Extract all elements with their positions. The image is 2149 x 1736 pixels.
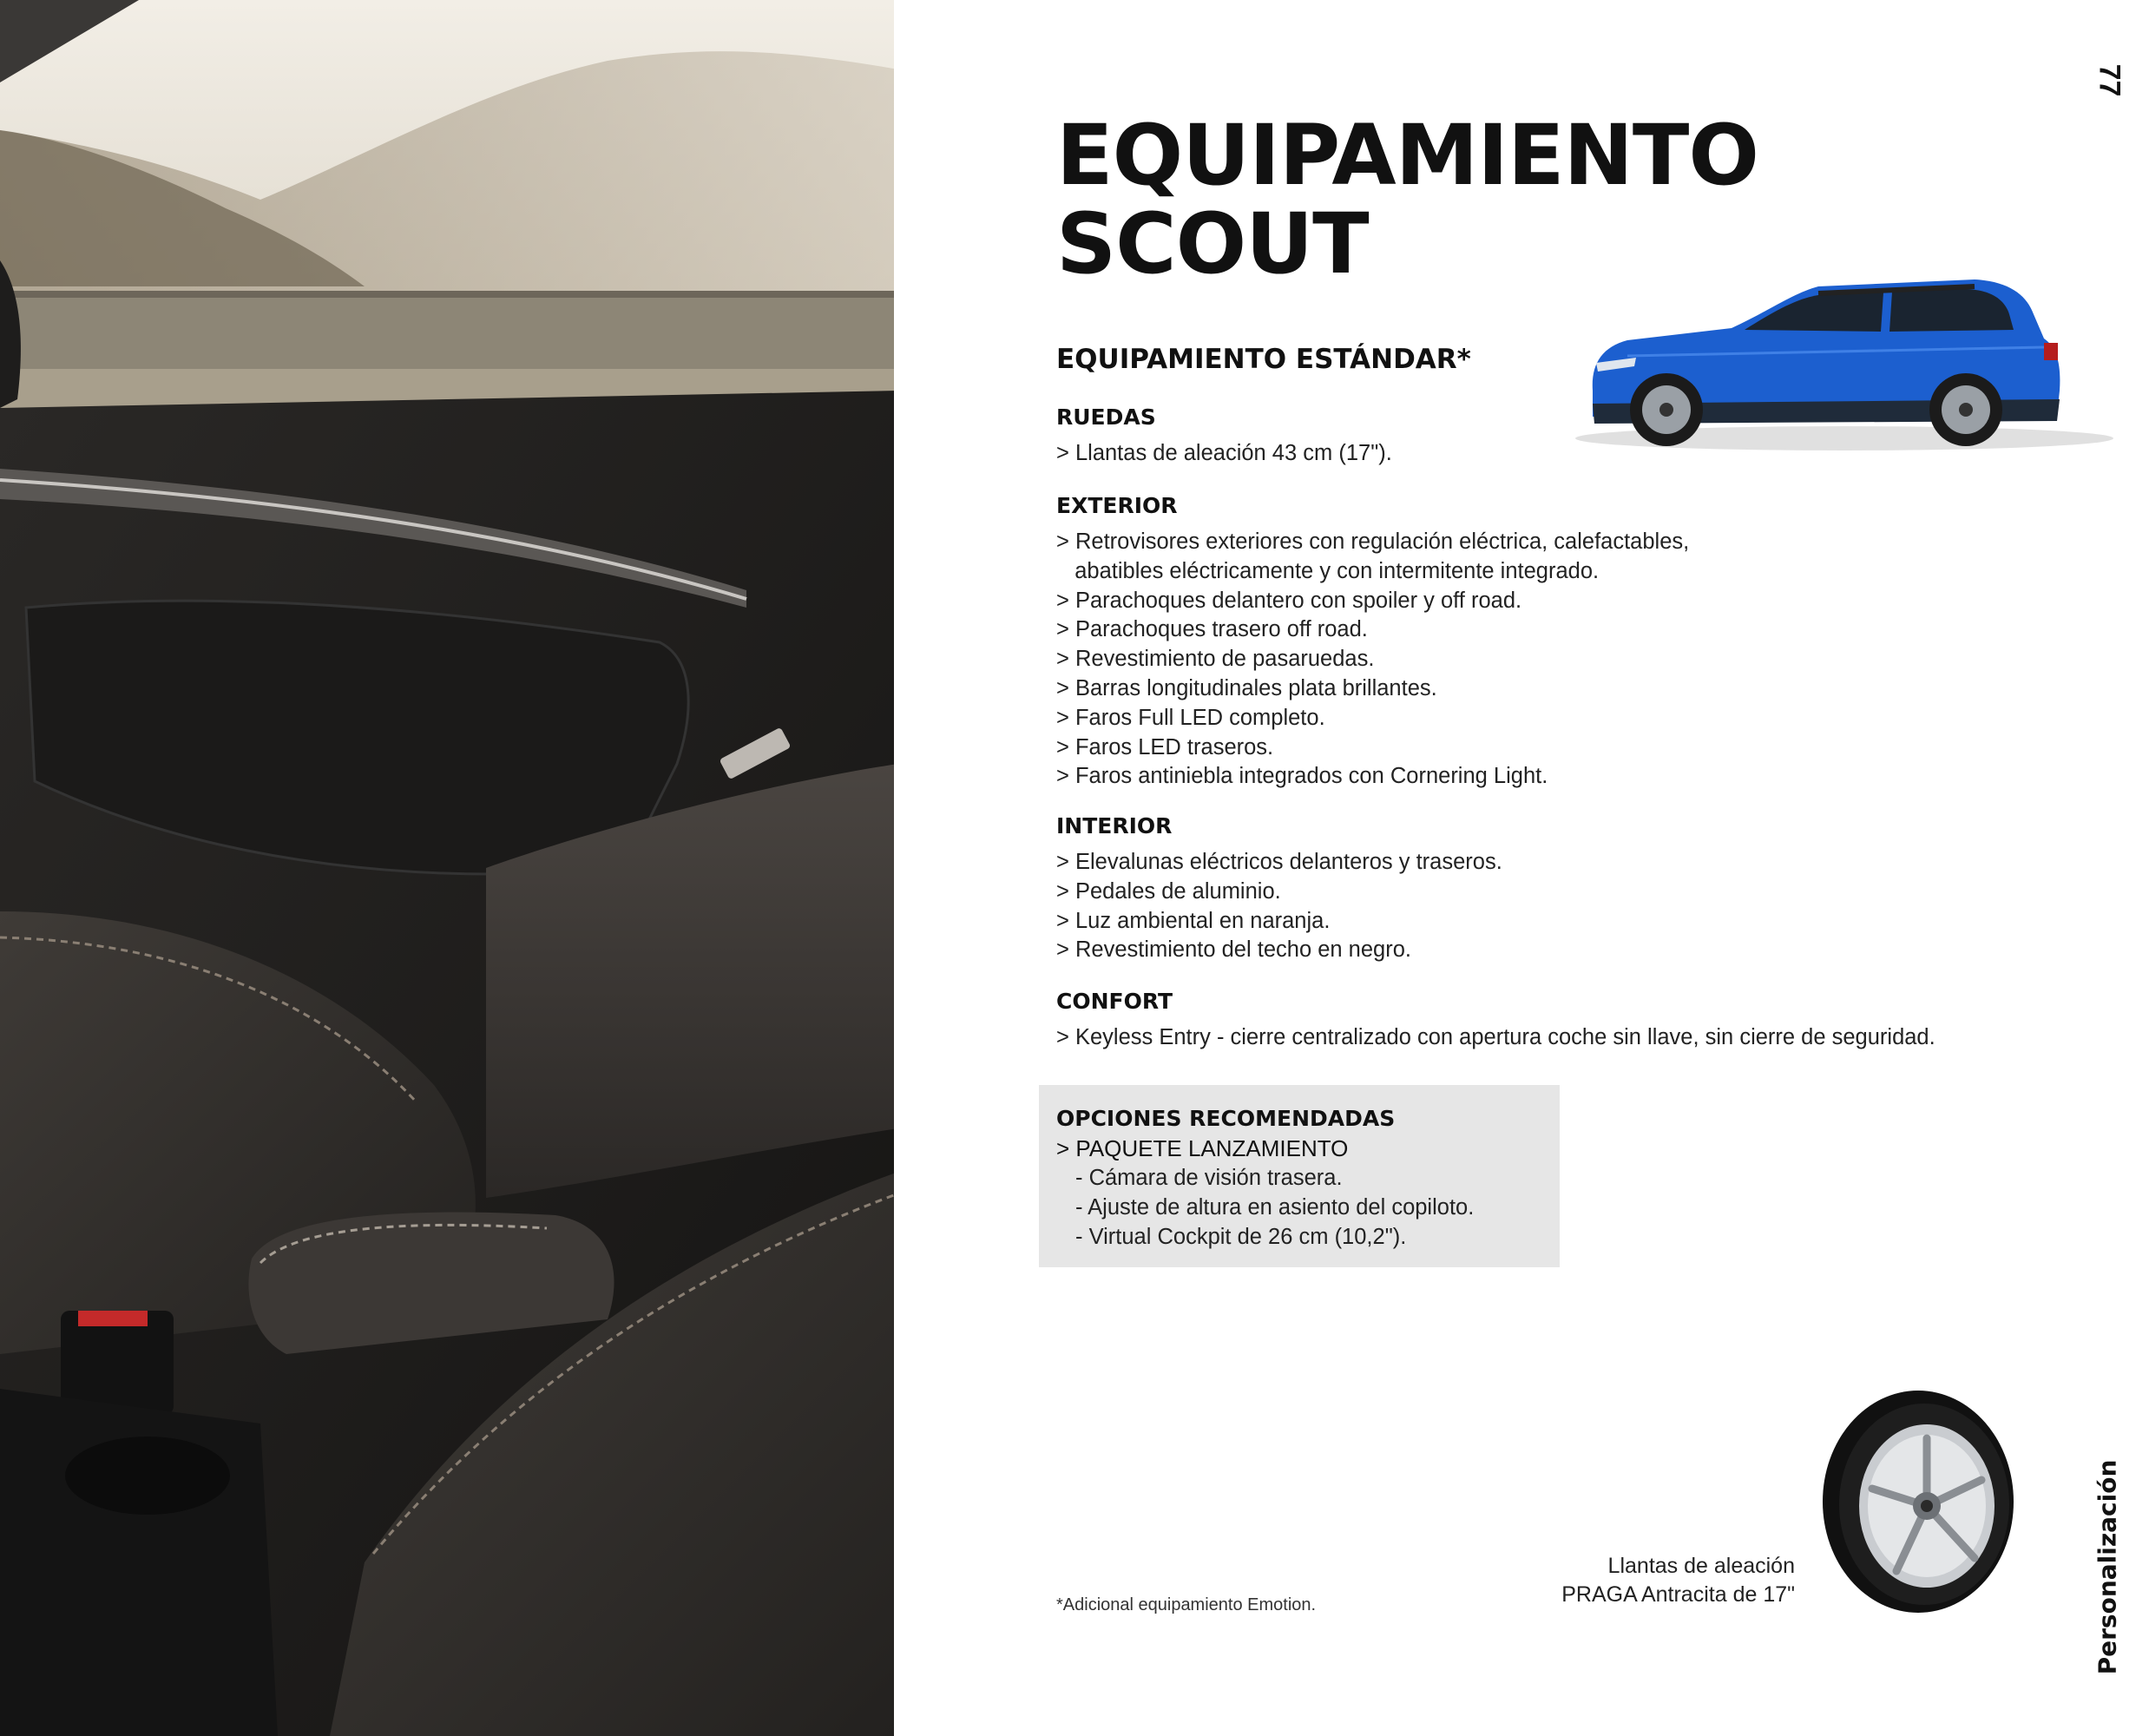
- group-heading: INTERIOR: [1056, 813, 1173, 838]
- group-heading: EXTERIOR: [1056, 493, 1178, 518]
- wheel-caption: [1475, 1552, 1795, 1609]
- section-title: EQUIPAMIENTO ESTÁNDAR*: [1056, 344, 1471, 375]
- list-item: - Cámara de visión trasera.: [1075, 1166, 1343, 1190]
- list-item: > Revestimiento del techo en negro.: [1056, 937, 1411, 963]
- title-line-1: EQUIPAMIENTO: [1056, 107, 1758, 204]
- list-item: > Retrovisores exteriores con regulación eléctrica, calefactables,: [1056, 529, 1690, 554]
- list-item: > Barras longitudinales plata brillantes.: [1056, 675, 1437, 700]
- list-item: > Llantas de aleación 43 cm (17").: [1056, 441, 1392, 465]
- list-item: > Pedales de aluminio.: [1056, 878, 1281, 904]
- group-exterior: [1056, 491, 1689, 792]
- wheel-caption-line-2: PRAGA Antracita de 17": [1561, 1582, 1795, 1607]
- list-item: > Keyless Entry - cierre centralizado con apertura coche sin llave, sin cierre de seguridad.: [1056, 1025, 1935, 1049]
- wheel-caption-line-1: Llantas de aleación: [1607, 1554, 1795, 1578]
- group-confort: [1056, 987, 1935, 1053]
- list-item: > Faros LED traseros.: [1056, 734, 1274, 760]
- footnote: *Adicional equipamiento Emotion.: [1056, 1595, 1317, 1614]
- recommended-options-box: [1039, 1085, 1560, 1267]
- list-item: abatibles eléctricamente y con intermitente integrado.: [1056, 558, 1600, 583]
- list-item: > Parachoques trasero off road.: [1056, 617, 1368, 642]
- list-item: - Ajuste de altura en asiento del copiloto.: [1075, 1195, 1475, 1220]
- list-item: > Faros Full LED completo.: [1056, 705, 1325, 730]
- options-heading: OPCIONES RECOMENDADAS: [1056, 1106, 1396, 1131]
- alloy-wheel-image: [1810, 1384, 2031, 1623]
- section-side-label: Personalización: [2093, 1459, 2122, 1674]
- page-number: 77: [2093, 63, 2126, 96]
- title-line-2: SCOUT: [1056, 195, 1369, 293]
- list-item: - Virtual Cockpit de 26 cm (10,2").: [1075, 1225, 1407, 1249]
- interior-photo: [0, 0, 898, 1736]
- list-item: > Luz ambiental en naranja.: [1056, 908, 1331, 933]
- list-item: > Elevalunas eléctricos delanteros y traseros.: [1056, 850, 1502, 874]
- list-item: > Faros antiniebla integrados con Cornering Light.: [1056, 764, 1548, 789]
- group-ruedas: [1056, 403, 1392, 469]
- group-heading: RUEDAS: [1056, 404, 1156, 430]
- group-heading: CONFORT: [1056, 989, 1173, 1014]
- group-interior: [1056, 812, 1502, 965]
- list-item: > Revestimiento de pasaruedas.: [1056, 647, 1375, 672]
- car-image: [1558, 260, 2118, 460]
- package-name: > PAQUETE LANZAMIENTO: [1056, 1135, 1349, 1161]
- list-item: > Parachoques delantero con spoiler y off road.: [1056, 588, 1522, 613]
